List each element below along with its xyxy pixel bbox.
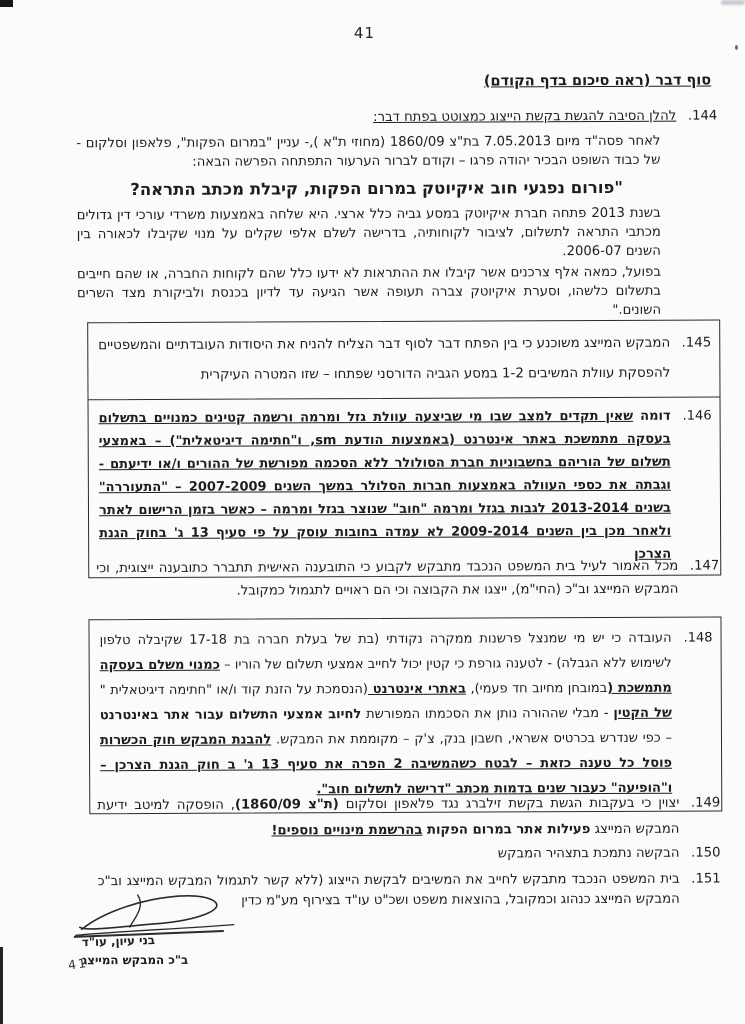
text-segment: בפועל, כמאה אלף צרכנים אשר קיבלו את ההתראות לא ידעו כלל שהם לקוחות החברה, או שהם חייבים בתשלום כלשהו, וסערת איקיוטק צברה תעופה אשר הגיעה עד לדיון בכנסת ולביקורת מצד השרים השונים."	[76, 264, 662, 318]
signature-block	[66, 886, 306, 979]
paragraph-145	[87, 319, 720, 402]
paragraph-146	[88, 396, 722, 578]
text-segment: העובדה כי יש מי שמנצל פרשנות ממקרה נקודתי (בת של בעלת חברה בת 17-18 שקיבלה טלפון לשימוש ללא הגבלה) - לטענה גורפת כי קטין יכול לחייב אמצעי תשלום של הוריו –	[99, 630, 672, 673]
text-segment: להבנת המבקש חוק הכשרות פוסל כל טענה כזאת – לבטח כשהמשיבה 2 הפרה את סעיף 13 ג' ב חוק הגנת הצרכן – ו"הופיעה" כעבור שנים בדמות מכתב "דרישה לתשלום חוב".	[99, 732, 673, 798]
block-text	[100, 626, 673, 803]
text-segment: – כפי שנדרש בכרטיס אשראי, חשבון בנק, צ'ק – מקוממת את המבקש.	[271, 730, 673, 748]
text-segment: בשנת 2013 פתחה חברת איקיוטק במסע גביה כלל ארצי. היא שלחה באמצעות משרדי עורכי דין גדולים מכתבי התראה לתשלום, לציבור לקוחותיה, בדרישה לשלם אלפי שקלים על מנוי שקיבלו לכאורה בין השנים 2006-07.	[76, 205, 661, 260]
paragraph-body	[97, 844, 679, 867]
paragraph-body	[96, 555, 678, 604]
paragraph-150	[97, 843, 720, 866]
paragraph-body	[99, 405, 672, 568]
page-number-top: 41	[353, 23, 376, 43]
text-segment: לחיוב אמצעי התשלום עבור אתר באינטרנט	[99, 707, 362, 724]
block-quote	[77, 204, 661, 264]
block-quote	[77, 263, 661, 323]
text-segment: במובחן מחיוב חד פעמי),	[466, 680, 608, 697]
paragraph-number: 145.	[681, 335, 712, 351]
block-text	[96, 555, 678, 604]
text-segment: שאין תקדים למצב שבו מי שביצעה עוולת גזל ומרמה ורשמה קטינים כמנויים בתשלום בעסקה מתמשכת באתר אינטרנט (באמצעות הודעת sm, ו"חתימה דיגיטאלית") – באמצעי תשלום של הוריהם בחשבוניות חברת הסולולר ללא הסכמה מפורשת של ההורים ו/או ידיעתם - וגבתה את כספי העוולה באמצעות חברות הסלולר במשך השנים 2007-2009 – "התעוררה" בשנים 2013-2014 לגבות בגזל ומרמה "חוב" שנוצר בגזל ומרמה – כאשר בזמן הרישום לאתר ולאחר מכן בין השנים 2009-2014 לא עמדה בחובות עוסק על פי סעיף 13 ג' בחוק הגנת הצרכן	[98, 408, 672, 562]
paragraph-148	[88, 616, 722, 814]
paragraph-number: 144.	[687, 108, 718, 124]
text-segment: של הקטין	[613, 705, 672, 721]
text-segment: להלן הסיבה להגשת בקשת הייצוג כמצוטט בפתח דבר:	[373, 108, 677, 125]
paragraph-number: 151.	[691, 871, 721, 887]
paragraph-number: 146.	[682, 408, 712, 424]
paragraph-144	[76, 106, 718, 322]
paragraph-number: 149.	[690, 795, 721, 811]
text-segment: בית המשפט הנכבד מתבקש לחייב את המשיבים לבקשת הייצוג (ללא קשר לתגמול המבקש המייצג וב"כ המבקש המייצג כנהוג וכמקובל, בהוצאות משפט ושכ"ט עו"ד בצירוף מע"מ כדין	[97, 871, 680, 909]
document-heading: סוף דבר (ראה סיכום בדף הקודם)	[483, 72, 712, 90]
text-segment: מכל האמור לעיל בית המשפט הנכבד מתבקש לקבוע כי התובענה האישית תתברר כתובענה ייצוגית, וכי המבקש המייצג וב"כ (החי"מ), ייצגו את הקבוצה וכי הם ראויים לתגמול כמקובל.	[96, 558, 679, 599]
text-segment: באתרי אינטרנט	[367, 681, 467, 698]
signatory-name: בני עיון, עו"ד	[81, 932, 156, 950]
text-segment: (ת"צ 1860/09)	[234, 797, 339, 813]
block-headline	[77, 176, 677, 203]
text-segment: בהרשמת מינויים נוספים!	[271, 822, 423, 839]
text-segment: כמנוי משלם בעסקה מתמשכת (	[99, 657, 672, 696]
block-text	[98, 329, 670, 391]
paragraph-body	[76, 107, 677, 323]
text-segment: הבקשה נתמכת בתצהיר המבקש	[497, 845, 680, 862]
paragraph-number: 147.	[689, 558, 720, 574]
text-segment: - מבלי שההורה נותן את הסכמתו המפורשת	[361, 705, 614, 723]
paragraph-149	[97, 790, 720, 845]
paragraph-147	[96, 554, 719, 603]
paragraph-body	[97, 791, 679, 846]
block-text	[99, 405, 672, 568]
paragraph-number: 148.	[683, 630, 713, 646]
paragraph-body	[98, 329, 670, 391]
block-lead	[94, 107, 676, 129]
text-segment: , הופסקה למיטב ידיעת המבקש המייצג	[97, 797, 680, 838]
text-segment: יצוין כי בעקבות הגשת בקשת זילברג נגד פלאפון וסלקום	[338, 795, 680, 813]
text-segment: המבקש המייצג משוכנע כי בין הפתח דבר לסוף דבר הצליח להניח את היסודות העובדתיים והמשפטיים להפסקת עוולת המשיבים 1-2 במסע הגביה הדורסני שפתחו – שזו המטרה העיקרית	[98, 335, 671, 383]
text-segment: "פורום נפגעי חוב איקיוטק במרום הפקות, קיבלת מכתב התראה?	[130, 177, 623, 200]
block-text	[97, 791, 679, 846]
block-quote	[76, 132, 660, 173]
block-text	[97, 844, 679, 867]
text-segment: (הנסמכת על הזנת קוד ו/או "חתימה דיגיטאלית "	[99, 682, 368, 699]
paragraph-body	[100, 626, 673, 803]
text-segment: לאחר פסה"ד מיום 7.05.2013 בת"צ 1860/09 (מחוזי ת"א ),- עניין "במרום הפקות", פלאפון וסלקום - של כבוד השופט הבכיר יהודה פרגו – וקודם לברור הערעור התפתחה הפרשה הבאה:	[76, 133, 661, 170]
text-segment: פעילות אתר במרום הפקות	[422, 822, 591, 838]
text-segment: דומה	[633, 408, 671, 424]
signatory-role: ב"כ המבקש המייצג	[81, 952, 189, 968]
page-number-bottom: 41	[66, 954, 89, 973]
paragraph-number: 150.	[691, 845, 721, 861]
